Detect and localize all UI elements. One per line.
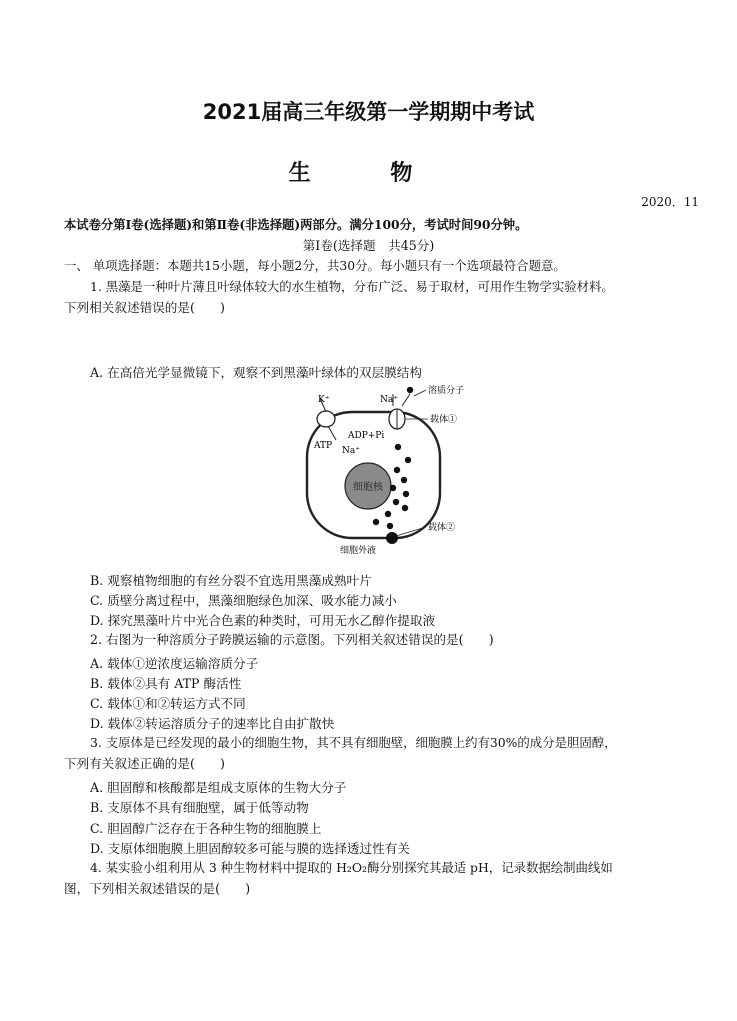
exam-title: 2021届高三年级第一学期期中考试 — [202, 100, 535, 124]
q3-stem-line1: 3. 支原体是已经发现的最小的细胞生物，其不具有细胞壁，细胞膜上约有30%的成分是胆固醇， — [90, 735, 617, 750]
k-label: K⁺ — [318, 395, 330, 405]
q2-stem: 2. 右图为一种溶质分子跨膜运输的示意图。下列相关叙述错误的是( ) — [90, 632, 494, 647]
q3-option-c: C. 胆固醇广泛存在于各种生物的细胞膜上 — [90, 821, 322, 836]
q3-option-b: B. 支原体不具有细胞壁，属于低等动物 — [90, 800, 309, 815]
subject-heading: 生 物 — [288, 160, 449, 186]
na-top-label: Na⁺ — [380, 395, 398, 405]
atp-arrow — [328, 426, 336, 440]
extracellular-label: 细胞外液 — [340, 546, 377, 556]
membrane-transport-figure — [300, 382, 500, 562]
q1-option-a: A. 在高倍光学显微镜下，观察不到黑藻叶绿体的双层膜结构 — [90, 365, 422, 380]
nucleus-label: 细胞核 — [353, 482, 383, 493]
adp-label: ADP+Pi — [348, 431, 385, 441]
q1-stem-line2: 下列相关叙述错误的是( ) — [64, 300, 225, 315]
solute-arrow — [402, 394, 410, 406]
q1-stem-line1: 1. 黑藻是一种叶片薄且叶绿体较大的水生植物，分布广泛、易于取材，可用作生物学实验材料。 — [90, 279, 614, 294]
part1-heading: 第Ⅰ卷(选择题 共45分) — [302, 238, 435, 253]
q2-option-b: B. 载体②具有 ATP 酶活性 — [90, 676, 242, 691]
q3-stem-line2: 下列有关叙述正确的是( ) — [64, 756, 225, 771]
solute-molecules — [373, 387, 413, 529]
q2-option-d: D. 载体②转运溶质分子的速率比自由扩散快 — [90, 716, 335, 731]
solute-leader — [414, 390, 426, 396]
q2-option-a: A. 载体①逆浓度运输溶质分子 — [90, 656, 259, 671]
carrier-1-label: 载体① — [430, 415, 458, 425]
q2-option-c: C. 载体①和②转运方式不同 — [90, 696, 246, 711]
section1-heading: 一、 单项选择题：本题共15小题，每小题2分，共30分。每小题只有一个选项最符合题意。 — [64, 258, 566, 273]
q1-option-c: C. 质壁分离过程中，黑藻细胞绿色加深、吸水能力减小 — [90, 593, 397, 608]
sodium-potassium-pump — [317, 411, 335, 427]
q1-option-b: B. 观察植物细胞的有丝分裂不宜选用黑藻成熟叶片 — [90, 573, 372, 588]
carrier-2 — [386, 532, 398, 544]
q3-option-d: D. 支原体细胞膜上胆固醇较多可能与膜的选择透过性有关 — [90, 841, 410, 856]
atp-label: ATP — [314, 441, 333, 451]
q4-stem-line2: 图，下列相关叙述错误的是( ) — [64, 881, 251, 896]
exam-date: 2020．11 — [641, 195, 699, 209]
solute-label: 溶质分子 — [428, 386, 465, 396]
na-bottom-label: Na⁺ — [342, 446, 360, 456]
exam-intro: 本试卷分第Ⅰ卷(选择题)和第Ⅱ卷(非选择题)两部分。满分100分，考试时间90分钟。 — [64, 217, 528, 232]
q3-option-a: A. 胆固醇和核酸都是组成支原体的生物大分子 — [90, 780, 347, 795]
q1-option-d: D. 探究黑藻叶片中光合色素的种类时，可用无水乙醇作提取液 — [90, 613, 436, 628]
carrier-2-label: 载体② — [428, 523, 456, 533]
q4-stem-line1: 4. 某实验小组利用从 3 种生物材料中提取的 H₂O₂酶分别探究其最适 pH，记录数据绘制曲线如 — [90, 860, 613, 875]
